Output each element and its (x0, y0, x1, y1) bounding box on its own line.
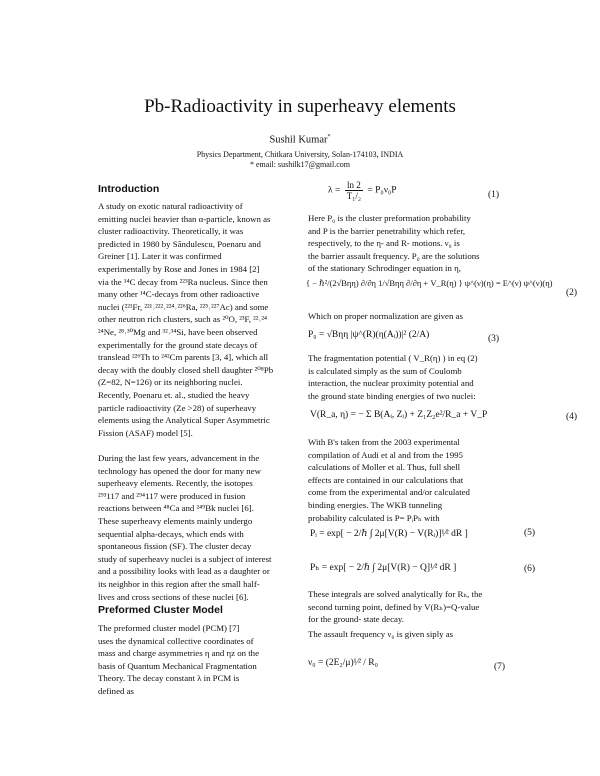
author-email: * email: sushilk17@gmail.com (249, 160, 351, 169)
paper-title: Pb-Radioactivity in superheavy elements (144, 96, 456, 117)
intro-p2-line: These superheavy elements mainly undergo (98, 515, 253, 526)
equation-4: V(R_a, η) = − Σ B(Aᵢ, Zᵢ) + Z₁Z₂e²/R_a + V_P (310, 410, 488, 420)
intro-p2-line: technology has opened the door for many new (98, 465, 261, 476)
intro-p1-line: other neutron rich clusters, such as ²⁰O, ²³F, ²²˒²⁴ (98, 314, 268, 325)
equation-3: P₀ = √Bηη |ψ^(R)(η(Aᵢ))|² (2/A) (308, 330, 430, 340)
intro-p1-line: experimentally for the ground state decays of (98, 339, 258, 350)
right-text-5 (308, 588, 522, 626)
intro-p2-line: its neighbor in this region after the small half- (98, 578, 260, 589)
right-text-4 (308, 436, 522, 524)
right-text-4-line: compilation of Audi et al and from the 1995 (308, 449, 463, 460)
right-text-3-line: interaction, the nuclear proximity potential and (308, 378, 474, 389)
equation-7: ν₀ = (2E₂/μ)¹⁄² / R₀ (308, 658, 378, 668)
intro-p1-line: emitting nuclei heavier than α-particle, known as (98, 213, 271, 224)
intro-p2-line: sequential alpha-decays, which ends with (98, 528, 244, 539)
equation-3-number: (3) (488, 334, 500, 344)
intro-p2-line: ²⁹³117 and ²⁹⁴117 were produced in fusion (98, 490, 246, 501)
right-text-1-line: of the stationary Schrodinger equation in η, (308, 263, 461, 274)
equation-5: Pᵢ = exp[ − 2/ℏ ∫ 2μ[V(R) − V(Rᵢ)]¹⁄² dR ] (310, 529, 468, 539)
intro-p1-line: Fission (ASAF) model [5]. (98, 427, 193, 438)
section-heading-pcm: Preformed Cluster Model (98, 604, 223, 616)
author-name: Sushil Kumar* (269, 134, 331, 146)
pcm-line: uses the dynamical collective coordinates of (98, 635, 254, 646)
intro-paragraph-2 (98, 452, 332, 603)
intro-p1-line: translead ²²⁶Th to ²⁴²Cm parents [3, 4], which all (98, 352, 269, 363)
right-text-4-line: probability calculated is P= PᵢPₕ with (308, 512, 440, 523)
pcm-line: The preformed cluster model (PCM) [7] (98, 623, 240, 633)
right-text-4-line: come from the experimental and/or calculated (308, 487, 470, 498)
right-text-1-line: and P is the barrier penetrability which refer, (308, 225, 466, 236)
right-text-3-line: the ground state binding energies of two nuclei: (308, 390, 476, 401)
intro-p2-line: superheavy elements. Recently, the isotopes (98, 478, 253, 489)
intro-p2-line: spontaneous fission (SF). The cluster decay (98, 541, 252, 552)
intro-p2-line: study of superheavy nuclei is a subject of interest (98, 553, 272, 564)
right-text-5-line: for the ground- state decay. (308, 614, 404, 625)
right-text-6: The assault frequency ν₀ is given siply as (308, 629, 454, 639)
right-text-4-line: calculations of Moller et al. Thus, full shell (308, 462, 461, 473)
intro-p2-line: lives and cross sections of these nuclei [6]. (98, 591, 249, 602)
equation-2-number: (2) (566, 288, 578, 298)
intro-p1-line: predicted in 1980 by Săndulescu, Poenaru and (98, 238, 261, 249)
intro-p1-line: nuclei (²²¹Fr, ²²¹˒²²²˒²²⁴˒²²⁶Ra, ²²⁵˒²²⁷Ac) and some (98, 301, 269, 312)
intro-p1-line: A study on exotic natural radioactivity of (98, 201, 243, 211)
pcm-paragraph (98, 622, 332, 698)
intro-p1-line: Recently, Poenaru et. al., studied the heavy (98, 389, 250, 400)
intro-p2-line: and a possibility looks with lead as a daughter or (98, 566, 270, 577)
intro-p1-line: decay with the doubly closed shell daughter ²⁰⁸Pb (98, 364, 274, 375)
pcm-line: mass and charge asymmetries η and ηz on the (98, 648, 259, 659)
equation-1: λ = $\frac{\ln 2}{\text{T₁/₂}}$ = P₀ν₀P (328, 180, 397, 201)
equation-7-number: (7) (494, 662, 506, 672)
intro-p1-line: ²⁴Ne, ²⁸˒³⁰Mg and ³²˒³⁴Si, have been observed (98, 326, 258, 337)
right-text-5-line: second turning point, defined by V(Rₕ)=Q-value (308, 601, 480, 612)
equation-2: { − ℏ²/(2√Bηη) ∂/∂η 1/√Bηη ∂/∂η + V_R(η) } ψ^(ν)(η) = E^(ν) ψ^(ν)(η) (306, 278, 553, 288)
equation-6-number: (6) (524, 564, 536, 574)
intro-p1-line: via the ¹⁴C decay from ²²³Ra nucleus. Since then (98, 276, 268, 287)
right-text-4-line: With B's taken from the 2003 experimental (308, 437, 460, 447)
right-text-5-line: These integrals are solved analytically for Rₕ, the (308, 589, 483, 599)
intro-p1-line: experimentally by Rose and Jones in 1984 [2] (98, 263, 260, 274)
affiliation: Physics Department, Chitkara University, Solan-174103, INDIA (196, 150, 404, 159)
intro-p2-line: During the last few years, advancement in the (98, 453, 260, 463)
right-text-1-line: the barrier assault frequency. P₀ are the solutions (308, 250, 480, 261)
intro-p1-line: cluster radioactivity. Theoretically, it was (98, 226, 244, 237)
intro-p1-line: particle radioactivity (Ze >28) of superheavy (98, 402, 257, 413)
intro-p1-line: elements using the Analytical Super Asymmetric (98, 415, 270, 426)
pcm-line: basis of Quantum Mechanical Fragmentation (98, 660, 257, 671)
right-text-4-line: binding energies. The WKB tunneling (308, 499, 443, 510)
section-heading-introduction: Introduction (98, 183, 160, 195)
right-text-3-line: The fragmentation potential ( V_R(η) ) in eq (2) (308, 353, 478, 363)
right-text-2: Which on proper normalization are given as (308, 311, 463, 321)
right-text-4-line: effects are contained in our calculations that (308, 474, 464, 485)
equation-4-number: (4) (566, 412, 578, 422)
right-text-1-line: Here P₀ is the cluster preformation probability (308, 213, 471, 223)
equation-6: Pₕ = exp[ − 2/ℏ ∫ 2μ[V(R) − Q]¹⁄² dR ] (310, 563, 457, 573)
intro-p2-line: reactions between ⁴⁸Ca and ²⁴⁹Bk nuclei [6]. (98, 503, 254, 514)
right-text-1 (308, 212, 522, 275)
pcm-line: defined as (98, 685, 134, 696)
intro-paragraph-1 (98, 200, 332, 439)
intro-p1-line: many other ¹⁴C-decays from other radioactive (98, 289, 260, 300)
right-text-1-line: respectively, to the η- and R- motions. ν₀ is (308, 238, 460, 249)
equation-1-number: (1) (488, 190, 500, 200)
pcm-line: Theory. The decay constant λ in PCM is (98, 673, 240, 684)
equation-5-number: (5) (524, 528, 536, 538)
right-text-3 (308, 352, 522, 402)
right-text-3-line: is calculated simply as the sum of Coulomb (308, 365, 462, 376)
intro-p1-line: (Z=82, N=126) or its neighboring nuclei. (98, 377, 243, 388)
intro-p1-line: Greiner [1]. Later it was confirmed (98, 251, 222, 262)
